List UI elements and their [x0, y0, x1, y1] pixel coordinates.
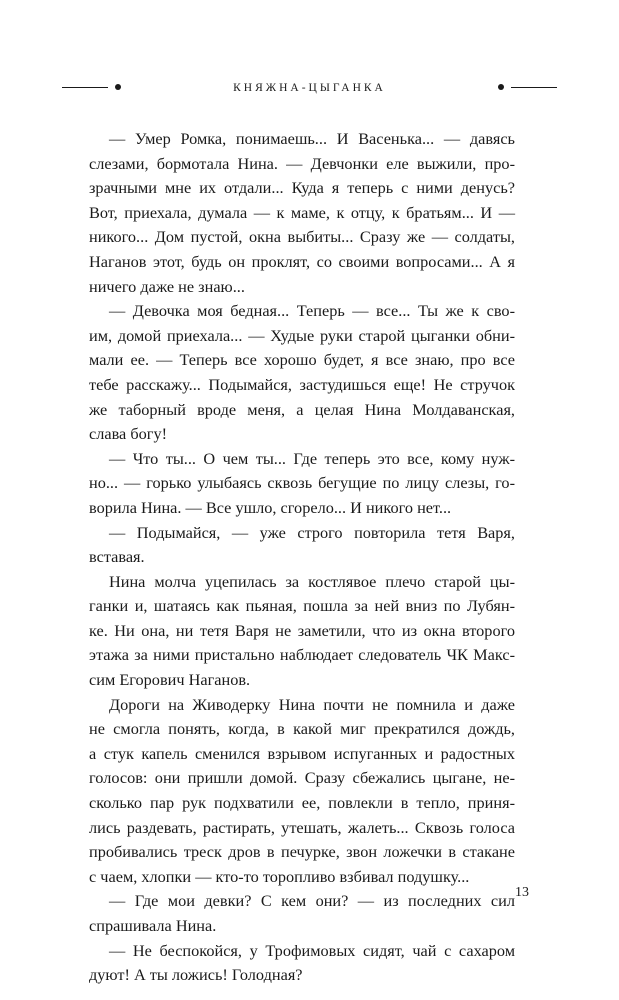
body-text — [89, 127, 515, 988]
running-header — [62, 78, 557, 98]
text-line: спрашивала Нина. — [89, 916, 217, 935]
text-line: ничего даже не знаю... — [89, 276, 245, 296]
text-line: ганки и, шатаясь как пьяная, пошла за ней вниз по Лубян- — [89, 596, 515, 616]
text-line: не смогла понять, когда, в какой миг прекратился дождь, — [89, 719, 515, 739]
text-line: но... — горько улыбаясь сквозь бегущие по лицу слезы, го- — [89, 473, 515, 493]
text-line: — Умер Ромка, понимаешь... И Васенька... — давясь — [109, 129, 515, 148]
text-line: — Подымайся, — уже строго повторила тетя Варя, — [109, 522, 515, 542]
running-title: КНЯЖНА-ЦЫГАНКА — [233, 82, 386, 94]
text-line: никого... Дом пустой, окна выбиты... Сразу же — солдаты, — [89, 227, 515, 247]
page-number: 13 — [515, 885, 529, 900]
text-line: им, домой приехала... — Худые руки старой цыганки обни- — [89, 325, 515, 345]
text-line: лись раздевать, растирать, утешать, жалеть... Сквозь голоса — [89, 817, 515, 837]
text-line: слава богу! — [89, 424, 168, 444]
text-line: же таборный вроде меня, а целая Нина Молдаванская, — [89, 399, 515, 419]
header-dot-right — [498, 84, 504, 90]
text-line: с чаем, хлопки — кто-то торопливо взбивал подушку... — [89, 866, 470, 886]
text-line: ворила Нина. — Все ушло, сгорело... И никого нет... — [89, 497, 452, 517]
text-line: мали ее. — Теперь все хорошо будет, я все знаю, про все — [89, 350, 515, 370]
text-line: вставая. — [89, 547, 145, 567]
text-line: слезами, бормотала Нина. — Девчонки еле выжили, про- — [89, 153, 515, 173]
text-line: тебе расскажу... Подымайся, застудишься еще! Не стручок — [89, 374, 515, 394]
text-line: ке. Ни она, ни тетя Варя не заметили, что из окна второго — [89, 620, 515, 640]
text-line: дуют! А ты ложись! Голодная? — [89, 965, 303, 985]
text-line: Наганов этот, будь он проклят, со своими вопросами... А я — [89, 251, 515, 271]
text-line: а стук капель сменился взрывом испуганных и радостных — [89, 743, 515, 763]
text-line: Вот, приехала, думала — к маме, к отцу, к братьям... И — — [89, 202, 515, 222]
header-rule-right — [511, 87, 557, 88]
text-line: сколько пар рук подхватили ее, повлекли в тепло, приня- — [89, 793, 515, 813]
text-line: сим Егорович Наганов. — [89, 670, 251, 690]
text-line: голосов: они пришли домой. Сразу сбежались цыгане, не- — [89, 768, 515, 788]
text-line: — Девочка моя бедная... Теперь — все... Ты же к сво- — [109, 301, 515, 321]
text-line: зрачными мне их отдали... Куда я теперь с ними денусь? — [89, 178, 515, 198]
text-line: Нина молча уцепилась за костлявое плечо старой цы- — [109, 571, 515, 591]
text-line: Дороги на Живодерку Нина почти не помнила и даже — [109, 694, 515, 714]
text-line: — Что ты... О чем ты... Где теперь это все, кому нуж- — [109, 448, 515, 468]
text-line: — Не беспокойся, у Трофимовых сидят, чай с сахаром — [109, 940, 515, 960]
text-line: — Где мои девки? С кем они? — из последних сил — [109, 891, 515, 911]
text-line: пробивались треск дров в печурке, звон ложечки в стакане — [89, 842, 515, 862]
text-line: этажа за ними пристально наблюдает следователь ЧК Макс- — [89, 645, 515, 665]
